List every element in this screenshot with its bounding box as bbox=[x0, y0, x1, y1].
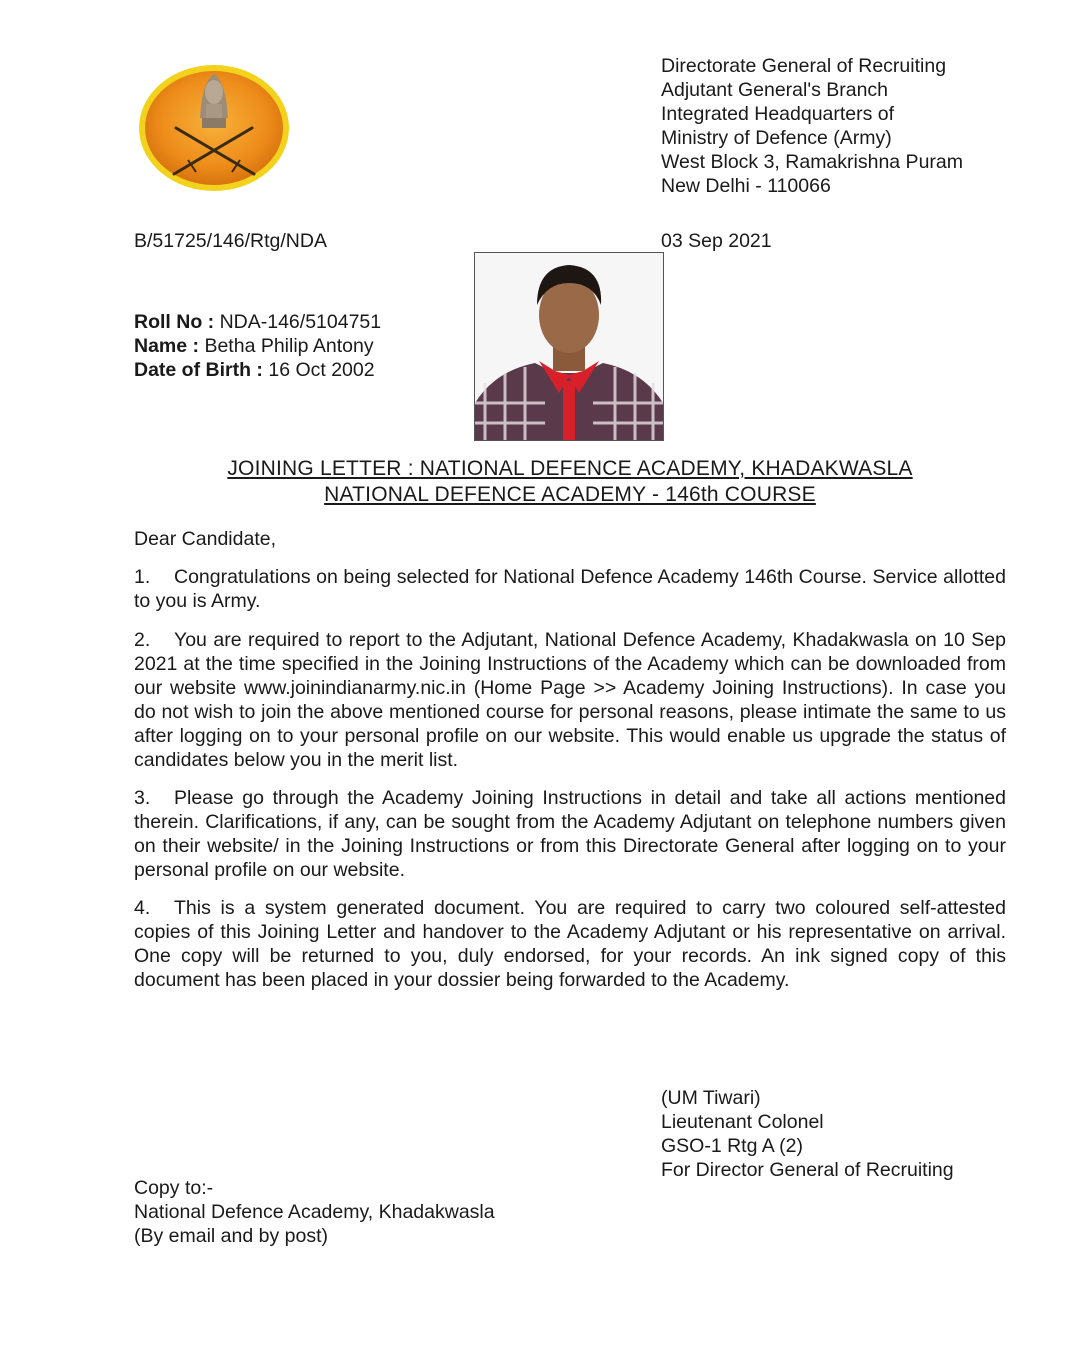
salutation: Dear Candidate, bbox=[134, 528, 277, 550]
address-line: Adjutant General's Branch bbox=[661, 79, 889, 101]
name-value: Betha Philip Antony bbox=[204, 335, 374, 357]
paragraph-number: 1. bbox=[134, 566, 151, 588]
copy-to-block bbox=[134, 1176, 495, 1248]
address-line: New Delhi - 110066 bbox=[661, 175, 831, 197]
address-line: West Block 3, Ramakrishna Puram bbox=[661, 151, 963, 173]
army-emblem-icon bbox=[136, 62, 292, 194]
name-row bbox=[134, 334, 381, 358]
paragraph-4 bbox=[134, 896, 1006, 992]
paragraph-text: This is a system generated document. You are required to carry two coloured self-attested copies of this Joining Letter and handover to the Academy Adjutant or his representative on arrival. One copy will be returned to you, duly endorsed, for your records. An ink signed copy of this document has been placed in your dossier being forwarded to the Academy. bbox=[134, 897, 1006, 991]
paragraph-2 bbox=[134, 628, 1006, 772]
paragraph-3 bbox=[134, 786, 1006, 882]
candidate-details bbox=[134, 310, 381, 382]
copy-to-label: Copy to:- bbox=[134, 1177, 214, 1199]
dob-row bbox=[134, 358, 381, 382]
name-label: Name : bbox=[134, 335, 200, 357]
address-line: Directorate General of Recruiting bbox=[661, 55, 947, 77]
paragraph-text: You are required to report to the Adjutant, National Defence Academy, Khadakwasla on 10 Sep 2021 at the time specified in the Joining Instructions of the Academy which can be downloaded from our website www.joinindianarmy.nic.in (Home Page >> Academy Joining Instructions). In case you do not wish to join the above mentioned course for personal reasons, please intimate the same to us after logging on to your personal profile on our website. This would enable us upgrade the status of candidates below you in the merit list. bbox=[134, 629, 1006, 771]
heading-line-2: NATIONAL DEFENCE ACADEMY - 146th COURSE bbox=[324, 483, 816, 506]
dob-label: Date of Birth : bbox=[134, 359, 263, 381]
roll-number-value: NDA-146/5104751 bbox=[219, 311, 382, 333]
dob-value: 16 Oct 2002 bbox=[268, 359, 375, 381]
letter-date: 03 Sep 2021 bbox=[661, 230, 772, 252]
signatory-appointment: GSO-1 Rtg A (2) bbox=[661, 1135, 803, 1157]
paragraph-text: Congratulations on being selected for National Defence Academy 146th Course. Service allotted to you is Army. bbox=[134, 566, 1006, 612]
signatory-name: (UM Tiwari) bbox=[661, 1087, 761, 1109]
letter-heading bbox=[134, 456, 1006, 508]
sender-address bbox=[661, 54, 963, 198]
copy-to-recipient: National Defence Academy, Khadakwasla bbox=[134, 1201, 495, 1223]
heading-line-1: JOINING LETTER : NATIONAL DEFENCE ACADEMY, KHADAKWASLA bbox=[227, 457, 913, 480]
signatory-for-line: For Director General of Recruiting bbox=[661, 1159, 954, 1181]
reference-number: B/51725/146/Rtg/NDA bbox=[134, 230, 327, 252]
signatory-rank: Lieutenant Colonel bbox=[661, 1111, 824, 1133]
roll-number-row bbox=[134, 310, 381, 334]
address-line: Integrated Headquarters of bbox=[661, 103, 895, 125]
paragraph-number: 4. bbox=[134, 897, 151, 919]
candidate-photo bbox=[474, 252, 664, 441]
copy-to-mode: (By email and by post) bbox=[134, 1225, 329, 1247]
paragraph-number: 3. bbox=[134, 787, 151, 809]
roll-number-label: Roll No : bbox=[134, 311, 215, 333]
paragraph-1 bbox=[134, 565, 1006, 613]
signature-block bbox=[661, 1086, 954, 1182]
paragraph-text: Please go through the Academy Joining Instructions in detail and take all actions mentioned therein. Clarifications, if any, can be sought from the Academy Adjutant on telephone numbers given on their website/ in the Joining Instructions or from this Directorate General after logging on to your personal profile on our website. bbox=[134, 787, 1006, 881]
address-line: Ministry of Defence (Army) bbox=[661, 127, 892, 149]
paragraph-number: 2. bbox=[134, 629, 151, 651]
